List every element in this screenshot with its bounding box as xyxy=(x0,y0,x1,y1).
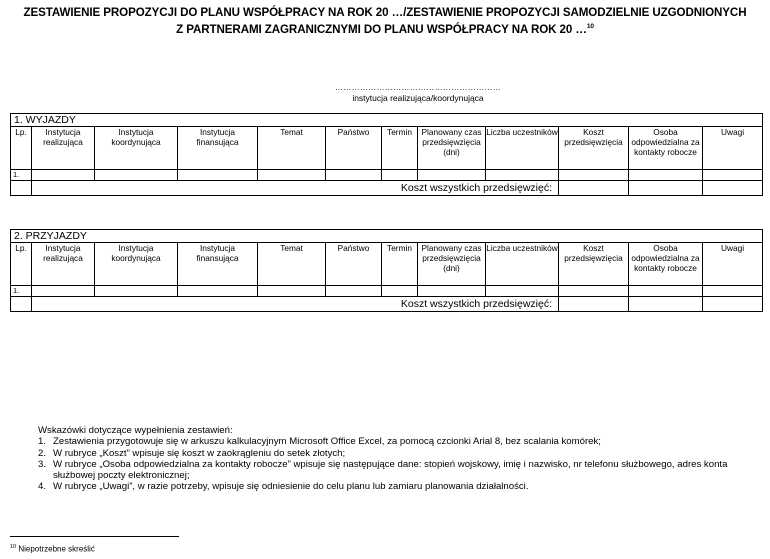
table-cell[interactable] xyxy=(629,181,703,196)
table-cell[interactable] xyxy=(382,286,418,297)
total-cost-cell[interactable] xyxy=(559,297,629,312)
table-cell xyxy=(11,181,32,196)
table-cell[interactable] xyxy=(703,170,763,181)
instruction-text: W rubryce „Koszt” wpisuje się koszt w zaokrągleniu do setek złotych; xyxy=(53,447,346,459)
column-header: Temat xyxy=(258,243,326,286)
column-header: Instytucja finansująca xyxy=(178,127,258,170)
table-cell[interactable] xyxy=(258,170,326,181)
institution-dotted-line: …………………………………………………… xyxy=(335,83,501,92)
column-header: Uwagi xyxy=(703,243,763,286)
column-header: Temat xyxy=(258,127,326,170)
table-cell[interactable] xyxy=(486,170,559,181)
table-cell[interactable] xyxy=(258,286,326,297)
instruction-text: W rubryce „Uwagi”, w razie potrzeby, wpisuje się odniesienie do celu planu lub zamiaru planowania działalności. xyxy=(53,481,529,493)
table-cell[interactable] xyxy=(32,286,95,297)
column-header: Instytucja realizująca xyxy=(32,243,95,286)
instruction-number: 2. xyxy=(38,447,47,459)
table-cell[interactable] xyxy=(629,286,703,297)
title-footnote-ref: 10 xyxy=(586,23,594,30)
table-cell[interactable] xyxy=(418,170,486,181)
column-header: Lp. xyxy=(11,127,32,170)
table-cell[interactable] xyxy=(95,170,178,181)
column-header: Planowany czas przedsięwzięcia (dni) xyxy=(418,127,486,170)
table-cell[interactable] xyxy=(629,297,703,312)
table-cell[interactable] xyxy=(703,286,763,297)
table-cell[interactable] xyxy=(559,286,629,297)
table-cell[interactable] xyxy=(629,170,703,181)
table-cell[interactable] xyxy=(486,286,559,297)
column-header: Instytucja koordynująca xyxy=(95,127,178,170)
column-header: Osoba odpowiedzialna za kontakty robocze xyxy=(629,127,703,170)
table-cell[interactable] xyxy=(559,170,629,181)
instructions-heading: Wskazówki dotyczące wypełnienia zestawień: xyxy=(38,425,233,436)
column-header: Koszt przedsięwzięcia xyxy=(559,127,629,170)
row-number: 1. xyxy=(11,286,32,297)
row-number: 1. xyxy=(11,170,32,181)
instruction-item xyxy=(38,436,770,447)
section-title: 1. WYJAZDY xyxy=(11,114,763,127)
table-cell[interactable] xyxy=(32,170,95,181)
footnote-text: Niepotrzebne skreślić xyxy=(16,544,95,554)
column-header: Planowany czas przedsięwzięcia (dni) xyxy=(418,243,486,286)
table-cell[interactable] xyxy=(326,286,382,297)
table-cell[interactable] xyxy=(418,286,486,297)
column-header: Lp. xyxy=(11,243,32,286)
column-header: Państwo xyxy=(326,243,382,286)
instruction-number: 3. xyxy=(38,458,47,470)
instructions xyxy=(38,425,770,493)
column-header: Instytucja realizująca xyxy=(32,127,95,170)
document-title xyxy=(0,6,770,37)
column-header: Liczba uczestników xyxy=(486,127,559,170)
column-header: Termin xyxy=(382,243,418,286)
instruction-item xyxy=(38,481,770,492)
institution-label: instytucja realizująca/koordynująca xyxy=(352,93,484,103)
table-przyjazdy xyxy=(10,229,763,312)
institution-signature-block xyxy=(300,82,536,104)
instructions-list xyxy=(38,436,770,492)
column-header: Uwagi xyxy=(703,127,763,170)
table-cell[interactable] xyxy=(178,286,258,297)
total-cost-cell[interactable] xyxy=(559,181,629,196)
instruction-text: Zestawienia przygotowuje się w arkuszu kalkulacyjnym Microsoft Office Excel, za pomocą czcionki Arial 8, bez scalania komórek; xyxy=(53,436,601,448)
column-header: Państwo xyxy=(326,127,382,170)
instruction-item xyxy=(38,448,770,459)
instruction-number: 4. xyxy=(38,481,47,493)
total-cost-label: Koszt wszystkich przedsięwzięć: xyxy=(32,297,559,312)
table-cell[interactable] xyxy=(703,181,763,196)
column-header: Liczba uczestników xyxy=(486,243,559,286)
footnote-number: 10 xyxy=(10,544,17,550)
column-header: Koszt przedsięwzięcia xyxy=(559,243,629,286)
title-line-1: ZESTAWIENIE PROPOZYCJI DO PLANU WSPÓŁPRACY NA ROK 20 …/ZESTAWIENIE PROPOZYCJI SAMODZIELNIE UZGODNIONYCH xyxy=(23,6,747,19)
table-wyjazdy xyxy=(10,113,763,196)
footnote-separator xyxy=(10,536,179,537)
instruction-item xyxy=(38,459,770,482)
column-header: Termin xyxy=(382,127,418,170)
column-header: Instytucja finansująca xyxy=(178,243,258,286)
instruction-text: W rubryce „Osoba odpowiedzialna za kontakty robocze” wpisuje się następujące dane: stopień wojskowy, imię i nazwisko, nr telefonu służbowego, adres konta służbowej poczty elektronicznej; xyxy=(53,458,728,482)
footnote xyxy=(10,542,95,555)
total-cost-label: Koszt wszystkich przedsięwzięć: xyxy=(32,181,559,196)
table-cell[interactable] xyxy=(382,170,418,181)
column-header: Instytucja koordynująca xyxy=(95,243,178,286)
column-header: Osoba odpowiedzialna za kontakty robocze xyxy=(629,243,703,286)
section-title: 2. PRZYJAZDY xyxy=(11,230,763,243)
instruction-number: 1. xyxy=(38,436,47,448)
table-cell[interactable] xyxy=(178,170,258,181)
table-cell xyxy=(11,297,32,312)
table-cell[interactable] xyxy=(703,297,763,312)
title-line-2-text: Z PARTNERAMI ZAGRANICZNYMI DO PLANU WSPÓŁPRACY NA ROK 20 … xyxy=(176,22,587,36)
title-line-2 xyxy=(0,20,770,37)
table-cell[interactable] xyxy=(326,170,382,181)
table-cell[interactable] xyxy=(95,286,178,297)
